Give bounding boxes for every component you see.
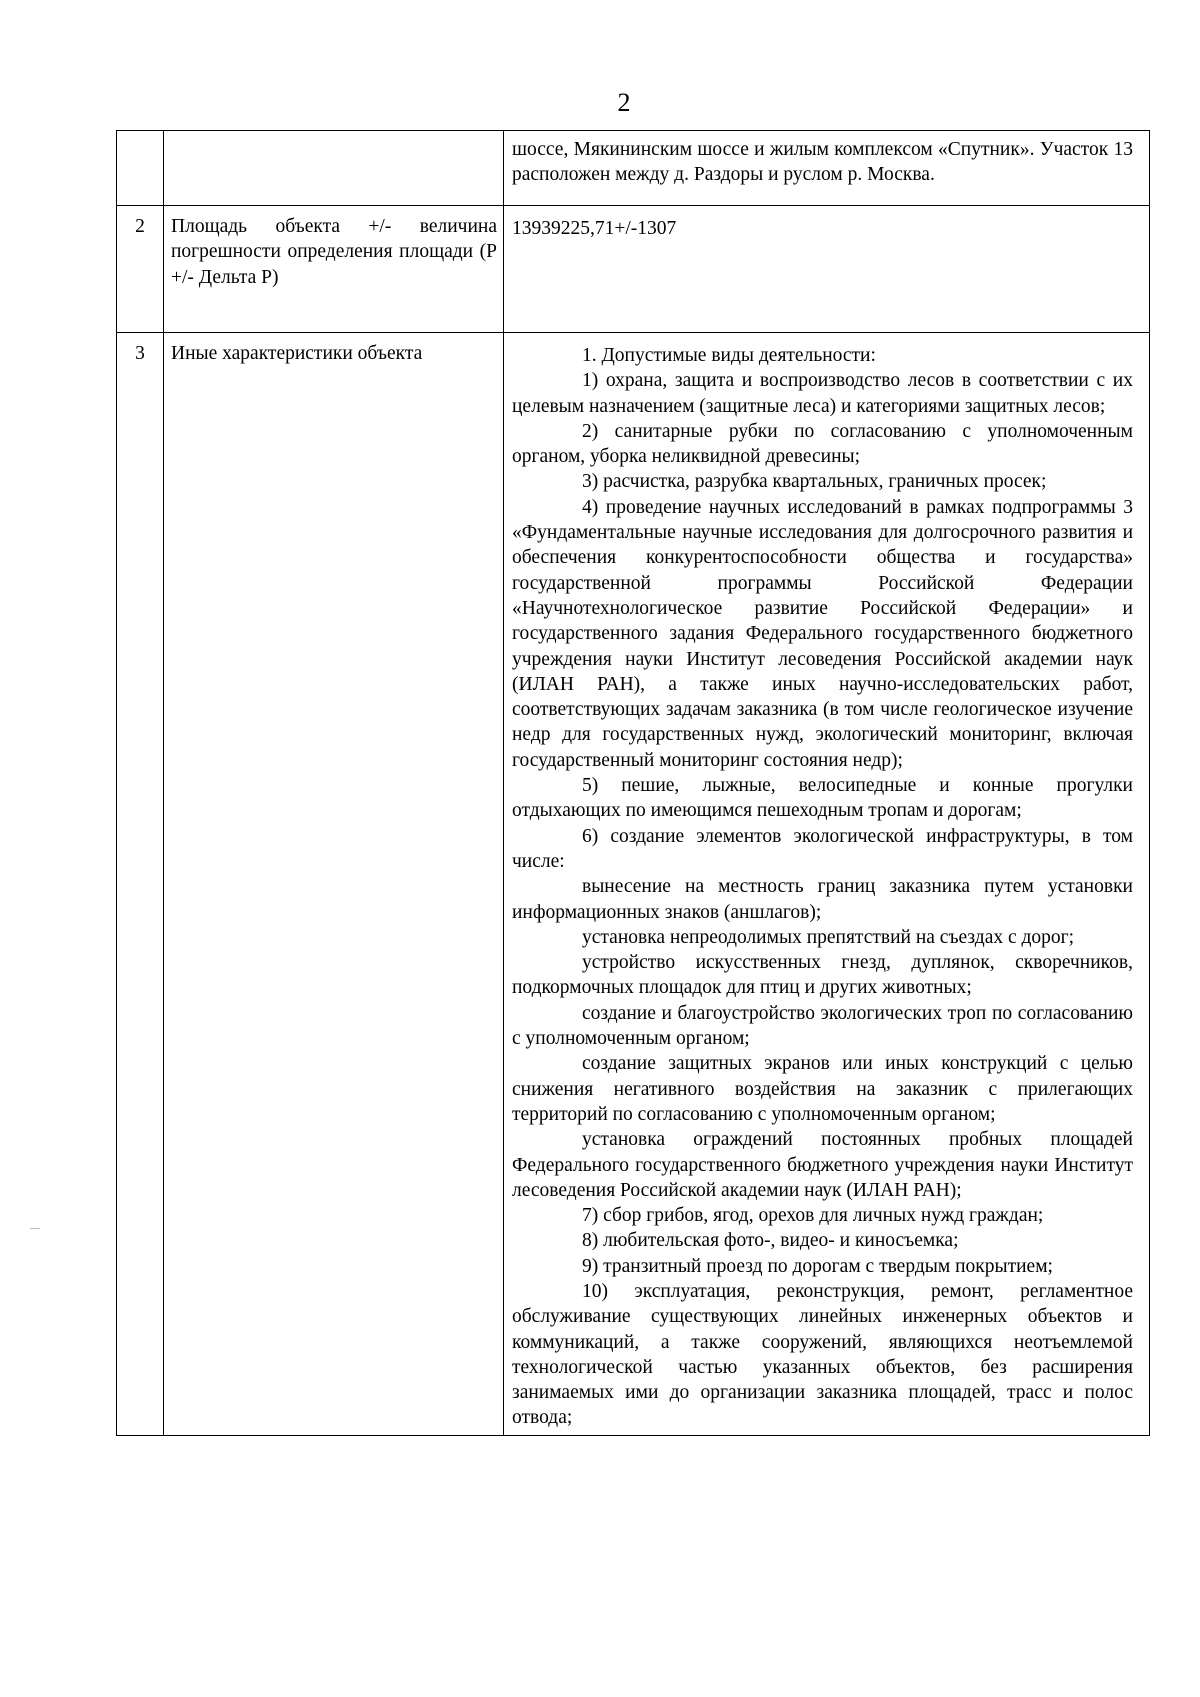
row-value-cell (504, 131, 1150, 206)
row-name: Площадь объекта +/- величина погрешности определения площади (Р +/- Дельта Р) (171, 216, 497, 288)
row-name (164, 131, 503, 139)
row-number-cell (117, 131, 164, 206)
row-value-cell (504, 206, 1150, 333)
row-value: шоссе, Мякининским шоссе и жилым комплексом «Спутник». Участок 13 расположен между д. Раздоры и руслом р. Москва. (512, 139, 1133, 186)
table-row (117, 131, 1150, 206)
row-name-cell (164, 206, 504, 333)
activity-paragraph: 1) охрана, защита и воспроизводство лесов в соответствии с их целевым назначением (защитные леса) и категориями защитных лесов; (512, 370, 1133, 417)
activity-paragraph: создание и благоустройство экологических троп по согласованию с уполномоченным органом; (512, 1002, 1133, 1050)
activity-paragraph: 7) сбор грибов, ягод, орехов для личных нужд граждан; (582, 1205, 1044, 1227)
row-value-cell (504, 333, 1150, 1436)
activity-paragraph: 4) проведение научных исследований в рамках подпрограммы 3 «Фундаментальные научные исследования для долгосрочного развития и обеспечения конкурентоспособности общества и государства» государственной программы Российской Федерации «Научнотехнологическое развитие Российской Федерации» и государственного задания Федерального государственного бюджетного учреждения науки Институт лесоведения Российской академии наук (ИЛАН РАН), а также иных научно-исследовательских работ, соответствующих задачам заказника (в том числе геологическое изучение недр для государственных нужд, экологический мониторинг, включая государственный мониторинг состояния недр); (512, 496, 1133, 771)
activity-paragraph: 10) эксплуатация, реконструкция, ремонт, регламентное обслуживание существующих линейных инженерных объектов и коммуникаций, а также сооружений, являющихся неотъемлемой технологической частью указанных объектов, без расширения занимаемых ими до организации заказника площадей, трасс и полос отвода; (512, 1280, 1133, 1429)
table-row (117, 333, 1150, 1436)
row-number: 3 (135, 343, 145, 364)
page-number: 2 (617, 88, 631, 117)
activity-paragraph: установка ограждений постоянных пробных площадей Федерального государственного бюджетного учреждения науки Институт лесоведения Российской академии наук (ИЛАН РАН); (512, 1129, 1133, 1201)
row-number (117, 131, 163, 139)
row-name-cell (164, 131, 504, 206)
activity-paragraph: вынесение на местность границ заказника путем установки информационных знаков (аншлагов); (512, 876, 1133, 923)
activity-paragraph: установка непреодолимых препятствий на съездах с дорог; (582, 926, 1075, 948)
table-row (117, 206, 1150, 333)
activity-paragraph: 6) создание элементов экологической инфраструктуры, в том числе: (512, 825, 1133, 872)
activity-paragraph: 5) пешие, лыжные, велосипедные и конные прогулки отдыхающих по имеющимся пешеходным тропам и дорогам; (512, 775, 1133, 822)
activity-paragraph: 9) транзитный проезд по дорогам с твердым покрытием; (582, 1255, 1053, 1277)
row-name: Иные характеристики объекта (171, 343, 423, 364)
scan-artifact (30, 1228, 40, 1229)
activity-paragraph: 3) расчистка, разрубка квартальных, граничных просек; (582, 471, 1047, 493)
characteristics-table (116, 130, 1150, 1436)
row-value: 13939225,71+/-1307 (512, 218, 677, 239)
activity-paragraph: устройство искусственных гнезд, дуплянок, скворечников, подкормочных площадок для птиц и других животных; (512, 952, 1133, 999)
row-name-cell (164, 333, 504, 1436)
activity-paragraph: 1. Допустимые виды деятельности: (582, 345, 876, 366)
activity-paragraph: 2) санитарные рубки по согласованию с уполномоченным органом, уборка неликвидной древесины; (512, 420, 1133, 468)
activities-list (512, 343, 1133, 1431)
row-number: 2 (135, 216, 145, 237)
activity-paragraph: создание защитных экранов или иных конструкций с целью снижения негативного воздействия на заказник с прилегающих территорий по согласованию с уполномоченным органом; (512, 1053, 1133, 1125)
row-number-cell (117, 206, 164, 333)
row-number-cell (117, 333, 164, 1436)
activity-paragraph: 8) любительская фото-, видео- и киносъемка; (582, 1230, 959, 1252)
